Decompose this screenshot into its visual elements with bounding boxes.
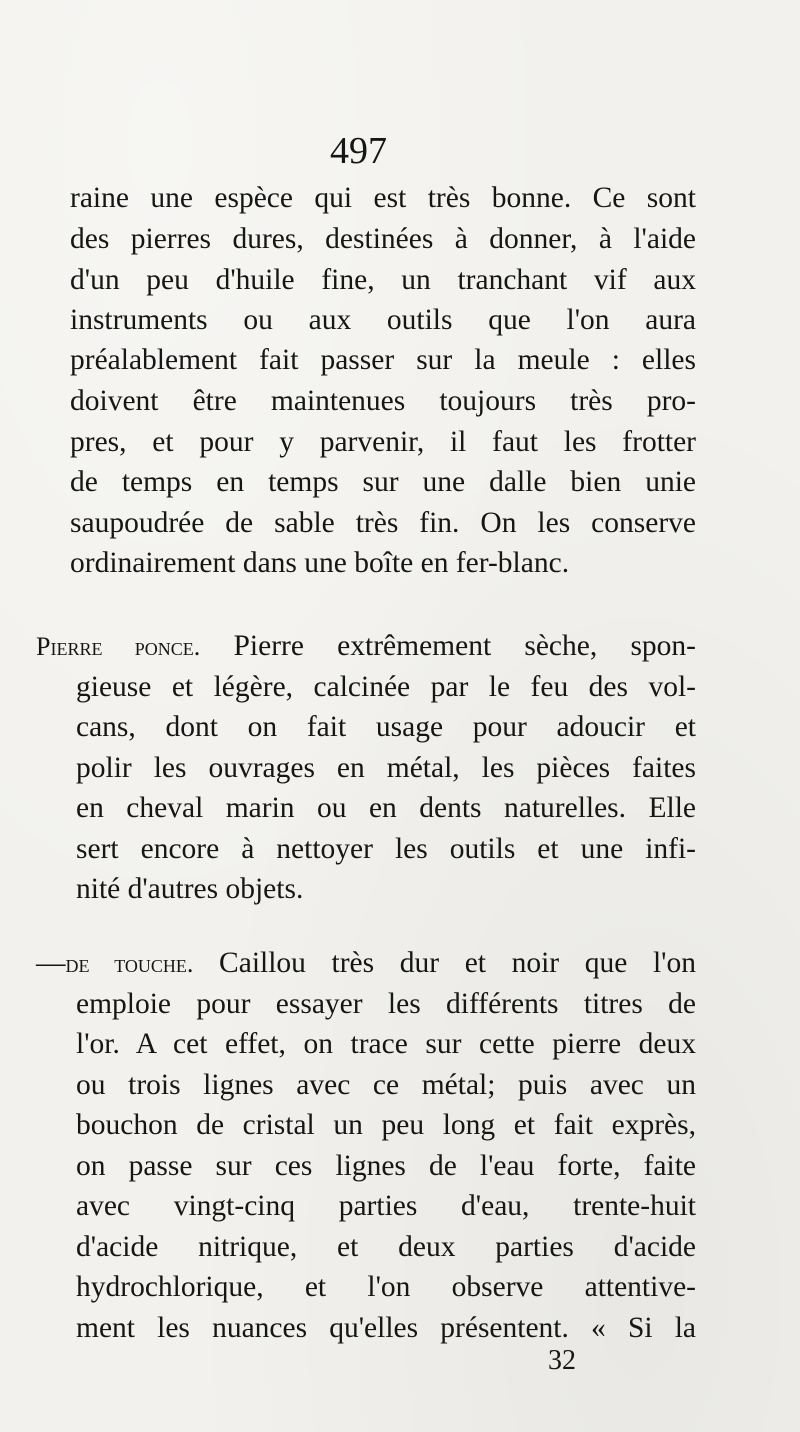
text-line: nité d'autres objets. bbox=[76, 873, 304, 905]
text-line: instruments ou aux outils que l'on aura bbox=[70, 304, 696, 336]
entry-pierre-ponce-first-line bbox=[36, 632, 696, 662]
text-line: l'or. A cet effet, on trace sur cette pierre deux bbox=[76, 1028, 696, 1060]
text-line: doivent être maintenues toujours très pro- bbox=[70, 385, 696, 417]
text-line: raine une espèce qui est très bonne. Ce sont bbox=[70, 182, 696, 214]
text-line: saupoudrée de sable très fin. On les conserve bbox=[70, 507, 696, 539]
text-line: hydrochlorique, et l'on observe attentive- bbox=[76, 1271, 696, 1303]
entry-de-touche-first-text: Caillou très dur et noir que l'on bbox=[193, 947, 696, 979]
text-line: préalablement fait passer sur la meule : elles bbox=[70, 344, 696, 376]
entry-de-touche-first-line bbox=[36, 949, 696, 979]
text-line: gieuse et légère, calcinée par le feu des vol- bbox=[76, 671, 696, 703]
page-number: 497 bbox=[330, 130, 387, 172]
text-line: sert encore à nettoyer les outils et une infi- bbox=[76, 833, 696, 865]
signature-mark: 32 bbox=[548, 1345, 576, 1376]
text-line: emploie pour essayer les différents titres de bbox=[76, 988, 696, 1020]
text-line: bouchon de cristal un peu long et fait exprès, bbox=[76, 1109, 696, 1141]
text-line: en cheval marin ou en dents naturelles. Elle bbox=[76, 792, 696, 824]
text-line: avec vingt-cinq parties d'eau, trente-huit bbox=[76, 1190, 696, 1222]
text-line: d'un peu d'huile fine, un tranchant vif aux bbox=[70, 264, 696, 296]
text-line: on passe sur ces lignes de l'eau forte, faite bbox=[76, 1150, 696, 1182]
entry-dash: — bbox=[36, 947, 66, 979]
entry-head-de-touche: de touche. bbox=[65, 949, 194, 978]
text-line: pres, et pour y parvenir, il faut les frotter bbox=[70, 426, 696, 458]
text-line: cans, dont on fait usage pour adoucir et bbox=[76, 711, 696, 743]
text-line: polir les ouvrages en métal, les pièces faites bbox=[76, 752, 696, 784]
entry-pierre-ponce-first-text: Pierre extrêmement sèche, spon- bbox=[200, 630, 697, 662]
text-line: de temps en temps sur une dalle bien unie bbox=[70, 466, 696, 498]
text-line: d'acide nitrique, et deux parties d'acide bbox=[76, 1231, 696, 1263]
text-line: ordinairement dans une boîte en fer-blanc. bbox=[70, 547, 570, 579]
entry-head-pierre-ponce: Pierre ponce. bbox=[36, 632, 201, 661]
text-line: ou trois lignes avec ce métal; puis avec un bbox=[76, 1069, 696, 1101]
text-line: ment les nuances qu'elles présentent. « Si la bbox=[76, 1312, 696, 1344]
text-line: des pierres dures, destinées à donner, à l'aide bbox=[70, 223, 696, 255]
